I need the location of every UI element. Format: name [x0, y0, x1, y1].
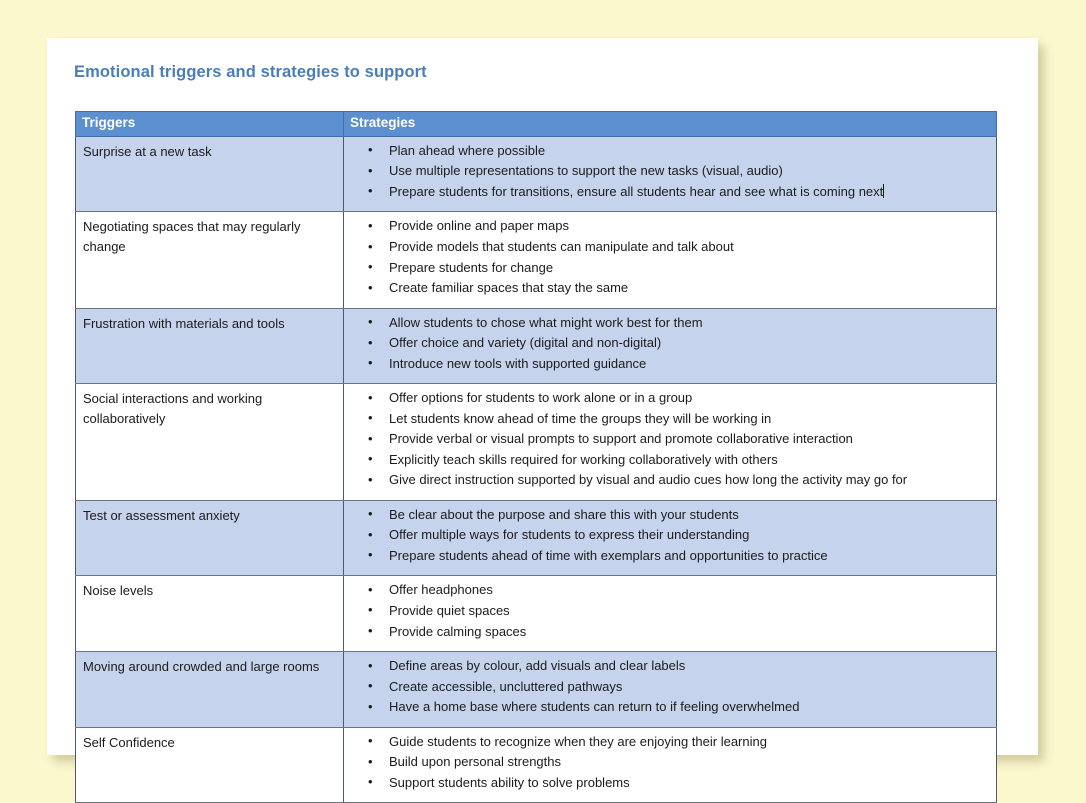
strategy-content	[344, 501, 996, 576]
strategy-bullet-list	[344, 732, 994, 794]
strategy-bullet-text: Have a home base where students can return to if feeling overwhelmed	[389, 699, 800, 715]
trigger-cell[interactable]	[76, 212, 344, 308]
strategy-cell[interactable]	[344, 727, 997, 803]
strategy-bullet-item	[344, 429, 994, 450]
strategy-bullet-item	[344, 525, 994, 546]
strategy-bullet-list	[344, 505, 994, 567]
trigger-text: Moving around crowded and large rooms	[83, 659, 320, 675]
strategy-bullet-text: Prepare students for transitions, ensure all students hear and see what is coming next	[389, 183, 884, 199]
strategy-bullet-item	[344, 656, 994, 677]
trigger-text: Frustration with materials and tools	[83, 315, 285, 331]
table-row	[76, 652, 997, 728]
strategy-content	[344, 728, 996, 803]
strategy-cell[interactable]	[344, 384, 997, 501]
strategy-bullet-item	[344, 216, 994, 237]
trigger-cell[interactable]	[76, 384, 344, 501]
strategy-bullet-item	[344, 622, 994, 643]
strategy-bullet-item	[344, 141, 994, 162]
table-row	[76, 727, 997, 803]
strategy-bullet-list	[344, 656, 994, 718]
strategy-bullet-text: Create familiar spaces that stay the same	[389, 280, 629, 296]
trigger-text: Self Confidence	[83, 734, 175, 750]
table-row	[76, 212, 997, 308]
table-row	[76, 136, 997, 212]
trigger-text: Surprise at a new task	[83, 143, 212, 159]
strategy-bullet-item	[344, 278, 994, 299]
strategy-bullet-list	[344, 216, 994, 298]
document-page	[47, 38, 1038, 790]
strategy-bullet-item	[344, 732, 994, 753]
strategy-content	[344, 309, 996, 384]
strategy-cell[interactable]	[344, 212, 997, 308]
strategy-bullet-item	[344, 258, 994, 279]
strategy-bullet-text: Allow students to chose what might work best for them	[389, 314, 703, 330]
strategy-bullet-text: Support students ability to solve problems	[389, 774, 630, 790]
strategy-bullet-text: Let students know ahead of time the groups they will be working in	[389, 410, 772, 426]
trigger-text: Test or assessment anxiety	[83, 507, 240, 523]
strategy-bullet-item	[344, 697, 994, 718]
table-row	[76, 384, 997, 501]
text-cursor-caret	[883, 184, 884, 198]
strategy-bullet-text: Give direct instruction supported by visual and audio cues how long the activity may go for	[389, 472, 908, 488]
strategy-bullet-text: Offer options for students to work alone or in a group	[389, 390, 693, 406]
strategy-bullet-text: Prepare students for change	[389, 259, 554, 275]
strategy-content	[344, 384, 996, 500]
trigger-cell[interactable]	[76, 136, 344, 212]
trigger-cell[interactable]	[76, 308, 344, 384]
table-row	[76, 500, 997, 576]
strategy-bullet-item	[344, 505, 994, 526]
triggers-strategies-table-wrapper	[75, 111, 996, 803]
strategy-cell[interactable]	[344, 500, 997, 576]
table-header	[76, 112, 997, 137]
strategy-bullet-item	[344, 450, 994, 471]
table-header-row	[76, 112, 997, 137]
trigger-text: Noise levels	[83, 583, 154, 599]
strategy-bullet-item	[344, 677, 994, 698]
strategy-bullet-text: Build upon personal strengths	[389, 754, 562, 770]
strategy-bullet-list	[344, 388, 994, 491]
strategy-cell[interactable]	[344, 576, 997, 652]
strategy-bullet-item	[344, 601, 994, 622]
trigger-text: Negotiating spaces that may regularly change	[83, 219, 301, 255]
strategy-bullet-item	[344, 388, 994, 409]
page-title: Emotional triggers and strategies to support	[74, 63, 427, 81]
strategy-bullet-list	[344, 141, 994, 203]
strategy-bullet-item	[344, 237, 994, 258]
strategy-bullet-text: Offer choice and variety (digital and non-digital)	[389, 335, 662, 351]
strategy-bullet-text: Guide students to recognize when they are enjoying their learning	[389, 733, 767, 749]
strategy-bullet-item	[344, 580, 994, 601]
strategy-bullet-text: Provide models that students can manipulate and talk about	[389, 239, 734, 254]
strategy-bullet-text: Use multiple representations to support the new tasks (visual, audio)	[389, 163, 783, 179]
trigger-cell[interactable]	[76, 576, 344, 652]
trigger-cell[interactable]	[76, 652, 344, 728]
strategy-bullet-item	[344, 773, 994, 794]
strategy-bullet-item	[344, 161, 994, 182]
strategy-bullet-text: Offer headphones	[389, 582, 493, 598]
strategy-bullet-text: Plan ahead where possible	[389, 142, 546, 158]
strategy-bullet-item	[344, 354, 994, 375]
strategy-bullet-text: Provide online and paper maps	[389, 218, 569, 234]
column-header-strategies: Strategies	[344, 112, 997, 137]
strategy-cell[interactable]	[344, 652, 997, 728]
table-body	[76, 136, 997, 802]
strategy-content	[344, 576, 996, 651]
trigger-text: Social interactions and working collaboratively	[83, 391, 263, 426]
strategy-bullet-list	[344, 313, 994, 375]
strategy-bullet-item	[344, 470, 994, 491]
strategy-bullet-item	[344, 546, 994, 567]
strategy-bullet-text: Introduce new tools with supported guidance	[389, 355, 647, 371]
strategy-bullet-item	[344, 182, 994, 203]
strategy-bullet-list	[344, 580, 994, 642]
strategy-bullet-text: Provide calming spaces	[389, 623, 527, 639]
strategy-bullet-text: Define areas by colour, add visuals and clear labels	[389, 658, 686, 674]
strategy-bullet-item	[344, 409, 994, 430]
strategy-bullet-text: Provide verbal or visual prompts to support and promote collaborative interaction	[389, 431, 853, 447]
strategy-bullet-item	[344, 313, 994, 334]
strategy-bullet-text: Create accessible, uncluttered pathways	[389, 678, 623, 694]
triggers-strategies-table	[75, 111, 997, 803]
strategy-bullet-text: Be clear about the purpose and share this with your students	[389, 506, 739, 522]
strategy-bullet-text: Prepare students ahead of time with exemplars and opportunities to practice	[389, 547, 828, 563]
table-row	[76, 576, 997, 652]
strategy-bullet-item	[344, 333, 994, 354]
table-row	[76, 308, 997, 384]
strategy-bullet-text: Explicitly teach skills required for working collaboratively with others	[389, 451, 778, 467]
strategy-content	[344, 652, 996, 727]
strategy-bullet-item	[344, 752, 994, 773]
strategy-bullet-text: Provide quiet spaces	[389, 602, 510, 618]
column-header-triggers: Triggers	[76, 112, 344, 137]
strategy-cell[interactable]	[344, 136, 997, 212]
trigger-cell[interactable]	[76, 500, 344, 576]
strategy-content	[344, 212, 996, 307]
strategy-cell[interactable]	[344, 308, 997, 384]
strategy-content	[344, 137, 996, 212]
strategy-bullet-text: Offer multiple ways for students to express their understanding	[389, 527, 750, 543]
trigger-cell[interactable]	[76, 727, 344, 803]
